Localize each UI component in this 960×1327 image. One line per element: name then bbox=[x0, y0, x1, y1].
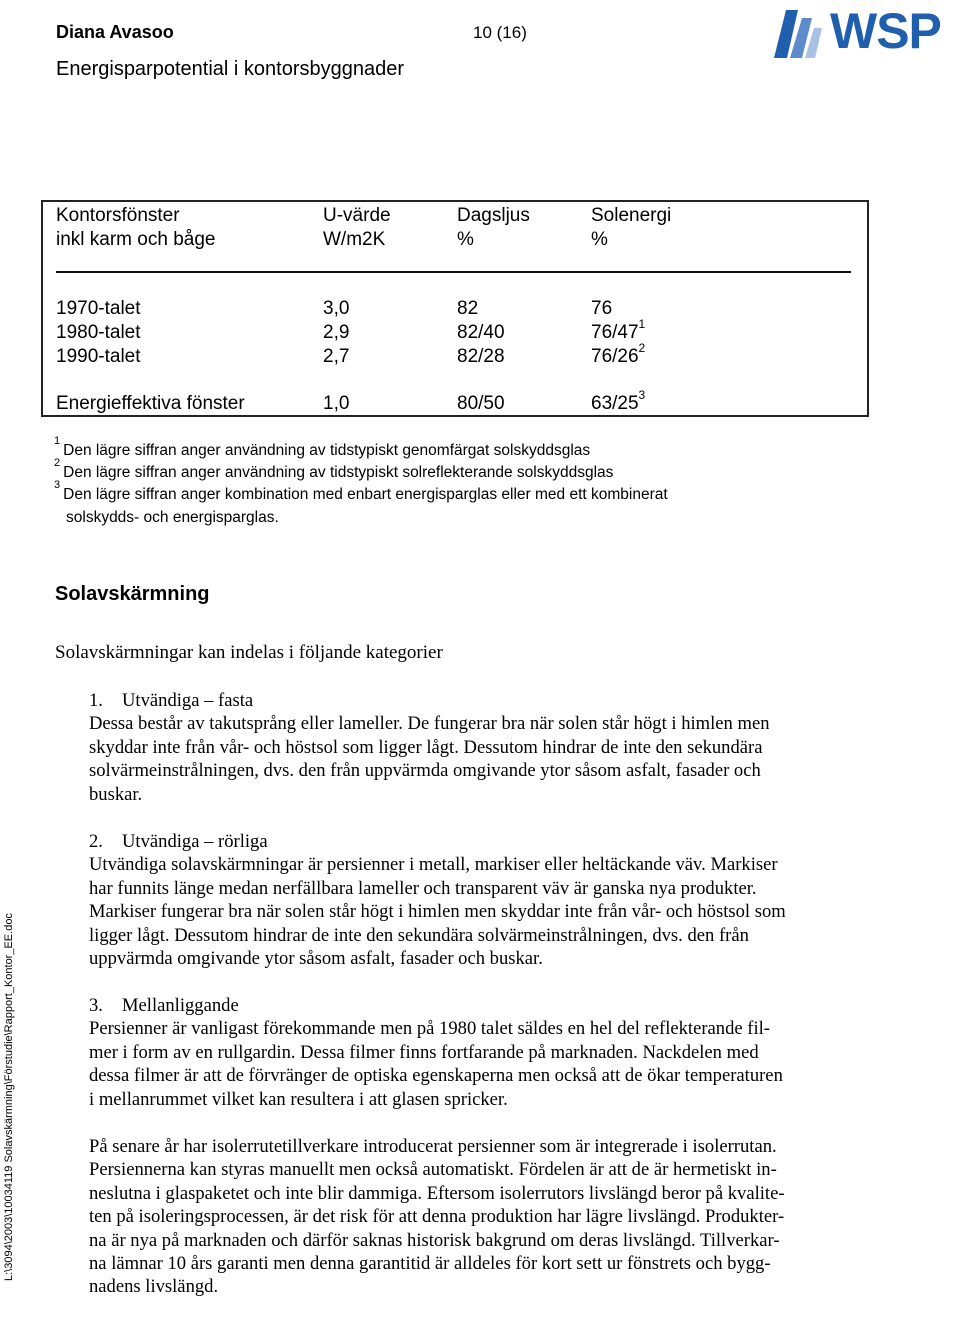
u-value-cell: 2,9 bbox=[323, 322, 350, 343]
text-line: Persiennerna kan styras manuellt men också automatiskt. Fördelen är att de är hermetiskt in- bbox=[89, 1159, 777, 1181]
text-line: i mellanrummet vilket kan resultera i att glasen spricker. bbox=[89, 1088, 508, 1110]
daylight-cell: 80/50 bbox=[457, 393, 505, 414]
wsp-logo bbox=[772, 0, 960, 62]
row-label: 1970-talet bbox=[56, 298, 141, 319]
solar-cell: $63/25^3$ bbox=[591, 388, 646, 414]
text-line: nadens livslängd. bbox=[89, 1276, 219, 1298]
author-name: Diana Avasoo bbox=[56, 22, 174, 42]
row-label: 1990-talet bbox=[56, 346, 141, 367]
solar-cell: 76 bbox=[591, 298, 613, 319]
text-line: dessa filmer är att de förvränger de optiska egenskaperna men också att de ökar temperaturen bbox=[89, 1065, 783, 1087]
column-header-daylight: Dagsljus % bbox=[457, 205, 530, 250]
file-path-margin: L:\3094\2003\10034119 Solavskärmning\Förstudie\Rapport_Kontor_EE.doc bbox=[3, 913, 15, 1281]
category-item bbox=[89, 994, 857, 1111]
text-line: har funnits länge medan nerfällbara lameller och transparent väv är ganska nya produkter. bbox=[89, 877, 757, 899]
text-line: Markiser fungerar bra när solen står högt i himlen men skyddar inte från vår- och höstsol som bbox=[89, 901, 786, 923]
category-heading: 3. Mellanliggande bbox=[89, 995, 239, 1016]
daylight-cell: 82/40 bbox=[457, 322, 505, 343]
text-line: solvärmeinstrålningen, dvs. den från uppvärmda omgivande ytor såsom asfalt, fasader och bbox=[89, 760, 761, 782]
text-line: ten på isoleringsprocessen, är det risk för att denna produktion har lägre livslängd. Produkter- bbox=[89, 1206, 785, 1228]
footnote-continuation: solskydds- och energisparglas. bbox=[66, 509, 279, 526]
solar-cell: $76/47^1$ bbox=[591, 317, 646, 343]
column-header-window: Kontorsfönster inkl karm och båge bbox=[56, 205, 216, 250]
text-line: na lämnar 10 års garanti men denna garantitid är alldeles för kort sett ur fönstrets och bygg- bbox=[89, 1253, 771, 1275]
u-value-cell: 3,0 bbox=[323, 298, 350, 319]
text-line: mer i form av en rullgardin. Dessa filmer finns fortfarande på marknaden. Nackdelen med bbox=[89, 1041, 759, 1063]
text-line: na är nya på marknaden och därför saknas historisk bakgrund om deras livslängd. Tillverkar- bbox=[89, 1229, 780, 1251]
document-subtitle: Energisparpotential i kontorsbyggnader bbox=[56, 58, 404, 80]
text-line: neslutna i glaspaketet och inte blir dammiga. Eftersom isolerrutors livslängd beror på kvalite- bbox=[89, 1182, 785, 1204]
table-divider bbox=[56, 271, 851, 273]
column-header-u-value: U-värde W/m2K bbox=[323, 205, 391, 250]
closing-paragraph bbox=[89, 1135, 857, 1299]
footnote-ref: 2 bbox=[638, 341, 646, 355]
footnote-ref: 1 bbox=[638, 317, 646, 331]
footnote: $^1$Den lägre siffran anger användning av tidstypiskt genomfärgat solskyddsglas bbox=[54, 435, 591, 459]
row-label: Energieffektiva fönster bbox=[56, 393, 245, 414]
window-properties-table bbox=[41, 200, 869, 417]
svg-text:WSP: WSP bbox=[830, 3, 941, 59]
u-value-cell: 1,0 bbox=[323, 393, 350, 414]
u-value-cell: 2,7 bbox=[323, 346, 350, 367]
text-line: Utvändiga solavskärmningar är persienner i metall, markiser eller heltäckande väv. Markiser bbox=[89, 854, 778, 876]
row-label: 1980-talet bbox=[56, 322, 141, 343]
section-intro: Solavskärmningar kan indelas i följande kategorier bbox=[55, 642, 443, 663]
category-item bbox=[89, 830, 857, 970]
daylight-cell: 82/28 bbox=[457, 346, 505, 367]
text-line: ligger lågt. Dessutom hindrar de inte den sekundära solvärmeinstrålningen, dvs. den från bbox=[89, 924, 749, 946]
text-line: skyddar inte från vår- och höstsol som ligger lågt. Dessutom hindrar de inte den sekundära bbox=[89, 736, 763, 758]
category-heading: 2. Utvändiga – rörliga bbox=[89, 831, 268, 852]
text-line: buskar. bbox=[89, 783, 143, 805]
page-number: 10 (16) bbox=[473, 23, 527, 42]
text-line: uppvärmda omgivande ytor såsom asfalt, fasader och buskar. bbox=[89, 948, 543, 970]
section-title: Solavskärmning bbox=[55, 583, 210, 605]
solar-cell: $76/26^2$ bbox=[591, 341, 646, 367]
footnote: $^3$Den lägre siffran anger kombination med enbart energisparglas eller med ett kombinerat bbox=[54, 479, 668, 503]
category-item bbox=[89, 689, 857, 806]
text-line: Persienner är vanligast förekommande men på 1980 talet säldes en hel del reflekterande fil- bbox=[89, 1018, 770, 1040]
daylight-cell: 82 bbox=[457, 298, 479, 319]
category-heading: 1. Utvändiga – fasta bbox=[89, 690, 254, 711]
footnote-ref: 3 bbox=[638, 388, 646, 402]
text-line: Dessa består av takutsprång eller lameller. De fungerar bra när solen står högt i himlen men bbox=[89, 713, 770, 735]
footnote: $^2$Den lägre siffran anger användning av tidstypiskt solreflekterande solskyddsglas bbox=[54, 457, 614, 481]
text-line: På senare år har isolerrutetillverkare introducerat persienner som är integrerade i isolerrutan. bbox=[89, 1136, 777, 1157]
column-header-solar: Solenergi % bbox=[591, 205, 672, 250]
